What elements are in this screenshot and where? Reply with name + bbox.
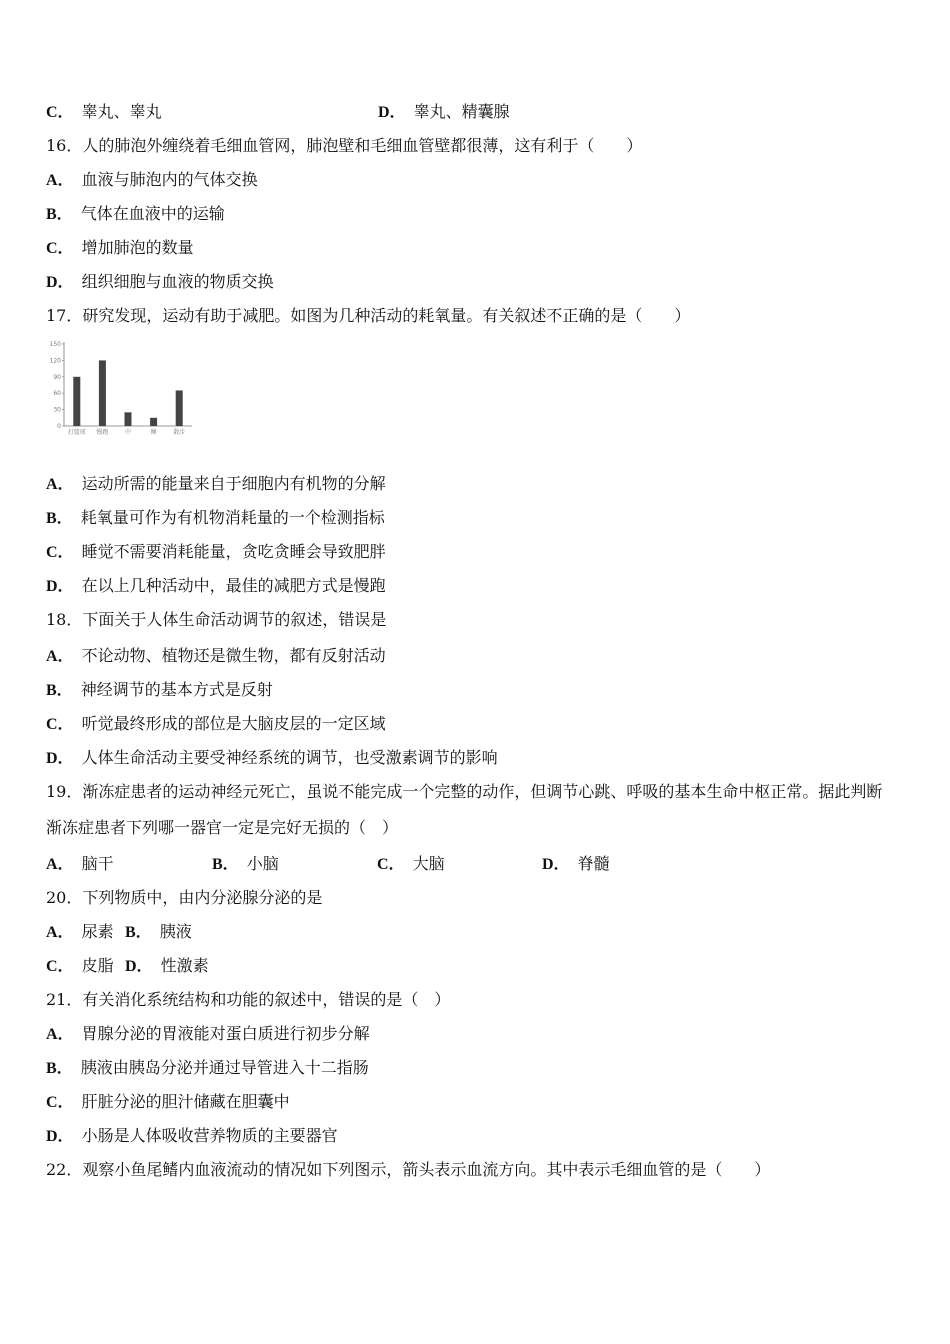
q17-option-a: A． 运动所需的能量来自于细胞内有机物的分解 bbox=[46, 474, 386, 493]
chart-bar bbox=[99, 360, 106, 426]
chart-bar bbox=[125, 412, 132, 426]
q18-option-d: D． 人体生命活动主要受神经系统的调节，也受激素调节的影响 bbox=[46, 748, 498, 767]
q16-option-c: C． 增加肺泡的数量 bbox=[46, 238, 194, 257]
q21-option-b: B． 胰液由胰岛分泌并通过导管进入十二指肠 bbox=[46, 1058, 369, 1077]
q21-option-c: C． 肝脏分泌的胆汁储藏在胆囊中 bbox=[46, 1092, 290, 1111]
q18-option-c: C． 听觉最终形成的部位是大脑皮层的一定区域 bbox=[46, 714, 386, 733]
q19-option-d: D． 脊髓 bbox=[542, 854, 610, 873]
q17-option-c: C． 睡觉不需要消耗能量，贪吃贪睡会导致肥胖 bbox=[46, 542, 386, 561]
q20-option-a: A． 尿素 bbox=[46, 922, 114, 941]
q20-option-d: D． 性激素 bbox=[125, 956, 209, 975]
chart-x-tick-label: 中 bbox=[124, 429, 132, 436]
chart-bar bbox=[73, 377, 80, 426]
q15-option-d: D． 睾丸、精囊腺 bbox=[378, 102, 510, 121]
chart-labels bbox=[68, 428, 185, 436]
q20-option-c: C． 皮脂 bbox=[46, 956, 114, 975]
chart-y-tick-label: 150 bbox=[49, 341, 61, 348]
q18-option-a: A． 不论动物、植物还是微生物，都有反射活动 bbox=[46, 646, 386, 665]
chart-y-tick-label: 0 bbox=[57, 423, 61, 430]
q18-option-b: B． 神经调节的基本方式是反射 bbox=[46, 680, 273, 699]
chart-x-tick-label: 睡 bbox=[150, 429, 157, 436]
q18-stem: 18．下面关于人体生命活动调节的叙述，错误是 bbox=[46, 610, 387, 629]
q21-option-a: A． 胃腺分泌的胃液能对蛋白质进行初步分解 bbox=[46, 1024, 370, 1043]
q16-option-d: D． 组织细胞与血液的物质交换 bbox=[46, 272, 274, 291]
chart-y-tick-label: 90 bbox=[53, 373, 61, 381]
chart-bar bbox=[150, 418, 157, 426]
chart-axes bbox=[50, 341, 192, 430]
q16-stem: 16．人的肺泡外缠绕着毛细血管网，肺泡壁和毛细血管壁都很薄，这有利于（ ） bbox=[46, 136, 643, 155]
q15-option-c: C． 睾丸、睾丸 bbox=[46, 102, 162, 121]
q19-stem-line2: 渐冻症患者下列哪一器官一定是完好无损的（ ） bbox=[46, 818, 399, 837]
q16-option-a: A． 血液与肺泡内的气体交换 bbox=[46, 170, 258, 189]
q16-option-b: B． 气体在血液中的运输 bbox=[46, 204, 225, 223]
q21-stem: 21．有关消化系统结构和功能的叙述中，错误的是（ ） bbox=[46, 990, 451, 1009]
q19-option-b: B． 小脑 bbox=[212, 854, 279, 873]
q17-option-d: D． 在以上几种活动中，最佳的减肥方式是慢跑 bbox=[46, 576, 386, 595]
q19-stem-line1: 19．渐冻症患者的运动神经元死亡，虽说不能完成一个完整的动作，但调节心跳、呼吸的基本生命中枢正常。据此判断 bbox=[46, 782, 883, 801]
q17-stem: 17．研究发现，运动有助于减肥。如图为几种活动的耗氧量。有关叙述不正确的是（ ） bbox=[46, 306, 691, 325]
q19-option-a: A． 脑干 bbox=[46, 854, 114, 873]
chart-x-tick-label: 散步 bbox=[173, 429, 186, 436]
chart-y-tick-label: 60 bbox=[53, 390, 61, 398]
q22-stem: 22．观察小鱼尾鳍内血液流动的情况如下列图示，箭头表示血流方向。其中表示毛细血管的是（ ） bbox=[46, 1160, 771, 1179]
q20-stem: 20．下列物质中，由内分泌腺分泌的是 bbox=[46, 888, 323, 907]
chart-bars bbox=[73, 360, 182, 426]
q20-option-b: B． 胰液 bbox=[125, 922, 192, 941]
q19-option-c: C． 大脑 bbox=[377, 854, 445, 873]
chart-y-tick-label: 120 bbox=[49, 357, 61, 365]
chart-x-tick-label: 打篮球 bbox=[67, 429, 86, 436]
oxygen-consumption-chart bbox=[46, 338, 196, 438]
chart-bar bbox=[176, 390, 183, 426]
q17-option-b: B． 耗氧量可作为有机物消耗量的一个检测指标 bbox=[46, 508, 385, 527]
chart-y-tick-label: 30 bbox=[53, 406, 61, 414]
chart-x-tick-label: 慢跑 bbox=[96, 429, 109, 436]
q21-option-d: D． 小肠是人体吸收营养物质的主要器官 bbox=[46, 1126, 338, 1145]
